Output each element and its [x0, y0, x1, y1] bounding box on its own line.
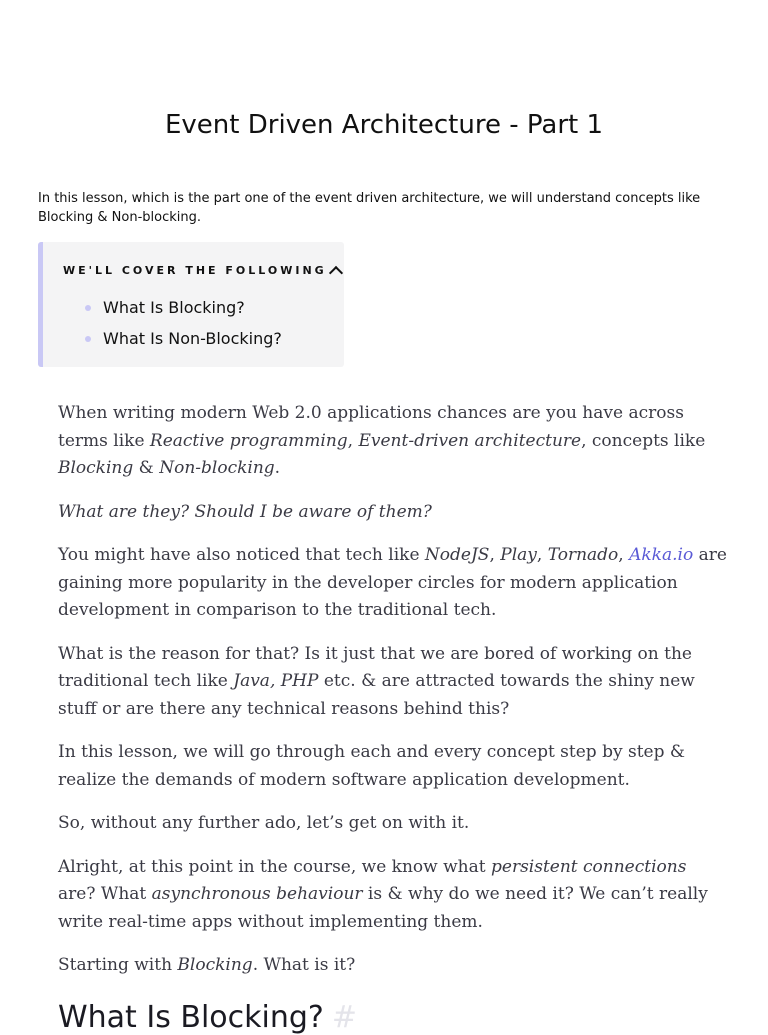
toc-heading: WE'LL COVER THE FOLLOWING	[63, 263, 327, 277]
lesson-body	[58, 400, 728, 996]
chevron-up-icon[interactable]	[329, 266, 343, 280]
section-heading-blocking: What Is Blocking? #	[58, 1000, 357, 1035]
anchor-link-icon[interactable]: #	[331, 1000, 357, 1035]
paragraph: Starting with Blocking. What is it?	[58, 955, 356, 975]
paragraph: What is the reason for that? Is it just that we are bored of working on the traditional tech like Java, PHP etc. & are attracted towards the shiny new stuff or are there any technical reasons behind this?	[58, 643, 695, 719]
paragraph: In this lesson, we will go through each and every concept step by step & realize the demands of modern software application development.	[58, 742, 686, 790]
akka-link[interactable]: Akka.io	[629, 545, 694, 565]
toc-item-blocking[interactable]: What Is Blocking?	[103, 292, 282, 323]
table-of-contents	[38, 242, 344, 367]
toc-list	[103, 292, 282, 354]
paragraph: When writing modern Web 2.0 applications chances are you have across terms like Reactive programming, Event-driven architecture, concepts like Blocking & Non-blocking.	[58, 403, 706, 478]
paragraph: What are they? Should I be aware of them?	[58, 501, 432, 522]
lesson-intro: In this lesson, which is the part one of the event driven architecture, we will understand concepts like Blocking & Non-blocking.	[38, 191, 701, 225]
toc-item-non-blocking[interactable]: What Is Non-Blocking?	[103, 323, 282, 354]
paragraph: You might have also noticed that tech like NodeJS, Play, Tornado, Akka.io are gaining more popularity in the developer circles for modern application development in comparison to the traditional tech.	[58, 545, 727, 620]
paragraph: Alright, at this point in the course, we know what persistent connections are? What asynchronous behaviour is & why do we need it? We can’t really write real-time apps without implementing them.	[58, 856, 708, 932]
paragraph: So, without any further ado, let’s get on with it.	[58, 813, 470, 833]
lesson-title: Event Driven Architecture - Part 1	[164, 110, 604, 140]
toc-toggle[interactable]	[63, 262, 341, 278]
